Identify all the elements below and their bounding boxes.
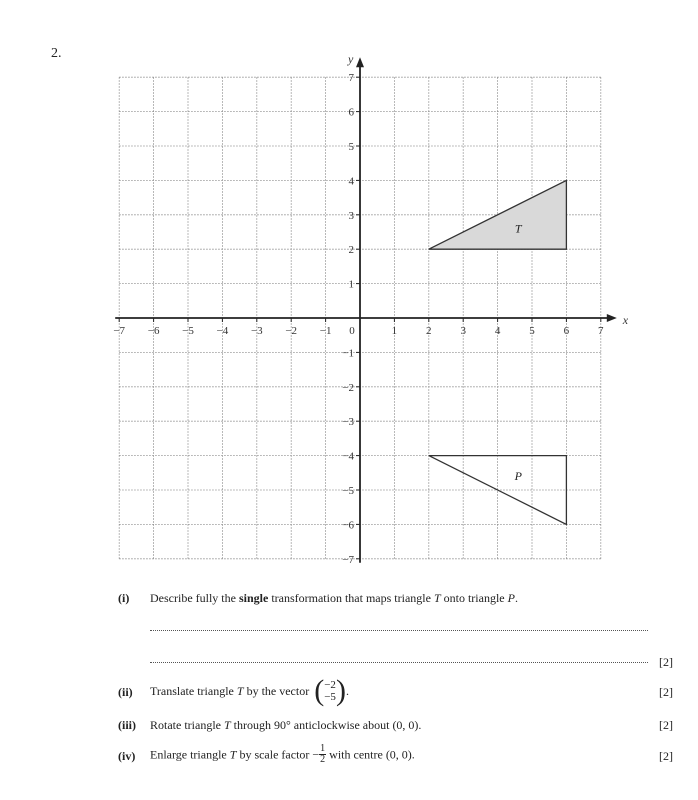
part-iii-number: (iii) [118, 718, 136, 732]
y-tick-label: 7 [348, 72, 354, 85]
answer-line-2[interactable] [150, 662, 648, 663]
x-tick-label: 5 [529, 325, 535, 337]
y-tick-label: 1 [348, 278, 354, 291]
x-tick-label: −3 [250, 325, 263, 337]
x-tick-label: 4 [494, 325, 501, 337]
x-tick-label: 6 [563, 325, 570, 337]
x-tick-label: −7 [113, 325, 126, 337]
part-iii-marks: [2] [659, 718, 673, 732]
answer-line-1[interactable] [150, 630, 648, 631]
part-iii-text: Rotate triangle T through 90° anticlockwise about (0, 0). [150, 718, 422, 732]
x-tick-label: −2 [285, 325, 298, 337]
part-i-number: (i) [118, 591, 130, 605]
x-tick-label: 2 [426, 325, 432, 337]
x-tick-label: 1 [391, 325, 398, 337]
x-tick-label: −5 [182, 325, 194, 337]
triangle-label-P: P [514, 469, 522, 484]
part-ii-text: Translate triangle T by the vector (−2 −5). [150, 674, 349, 707]
part-ii [118, 676, 673, 708]
x-tick-label: 3 [460, 325, 466, 337]
part-ii-marks: [2] [659, 685, 673, 699]
y-tick-label: −5 [342, 485, 354, 497]
part-ii-number: (ii) [118, 685, 133, 699]
y-tick-label: 6 [348, 106, 354, 119]
translation-vector: (−2 −5) [314, 674, 346, 707]
part-iv-text: Enlarge triangle T by scale factor − $\frac{1}{2}$ with centre (0, 0). [150, 743, 415, 765]
x-tick-label: −4 [216, 325, 229, 337]
y-axis-label: y [348, 52, 354, 67]
y-tick-label: 3 [348, 209, 354, 222]
triangle-label-T: T [514, 221, 522, 236]
x-tick-label: −1 [319, 325, 332, 337]
y-tick-label: 5 [348, 141, 354, 153]
y-tick-label: −3 [342, 416, 354, 429]
scale-factor-fraction: $\frac{1}{2}$ [320, 743, 326, 765]
question-number: 2. [51, 46, 62, 61]
y-tick-label: 4 [348, 175, 354, 188]
x-axis-arrow [607, 314, 617, 322]
part-iv-marks: [2] [659, 749, 673, 763]
y-tick-label: 2 [348, 244, 354, 257]
y-axis-arrow [356, 57, 364, 67]
y-tick-label: −7 [342, 553, 354, 566]
origin-label: 0 [349, 325, 355, 337]
x-tick-label: 7 [598, 325, 604, 337]
part-iv-number: (iv) [118, 749, 136, 763]
part-i-marks: [2] [659, 655, 673, 669]
y-tick-label: −6 [342, 519, 354, 532]
part-i-text: Describe fully the single transformation that maps triangle T onto triangle P. [150, 591, 518, 605]
y-tick-label: −4 [342, 450, 354, 463]
y-tick-label: −1 [342, 347, 354, 360]
x-tick-label: −6 [147, 325, 160, 337]
y-tick-label: −2 [342, 381, 354, 394]
x-axis-label: x [622, 313, 629, 327]
part-iv [118, 744, 673, 768]
